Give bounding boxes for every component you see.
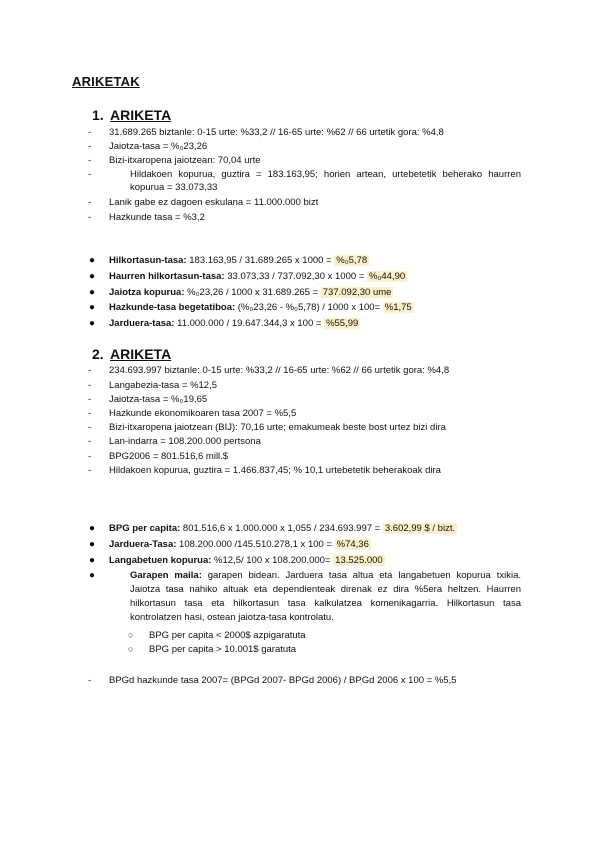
- result-label: BPG per capita:: [109, 523, 181, 534]
- result-formula: (%₀23,26 - %₀5,78) / 1000 x 100=: [235, 302, 383, 313]
- section-1-title: ARIKETA: [110, 107, 172, 123]
- circle-marker: ○: [128, 644, 134, 654]
- section-2-number: 2.: [92, 346, 104, 362]
- result-value: %₀5,78: [336, 255, 368, 266]
- result-label: Jaiotza kopurua:: [109, 287, 185, 298]
- result-value: %₀44,90: [368, 271, 406, 282]
- result-label: Jarduera-tasa:: [109, 318, 175, 329]
- result-formula: 183.163,95 / 31.689.265 x 1000 =: [186, 255, 335, 266]
- list-item-text: Hazkunde tasa = %3,2: [109, 212, 205, 223]
- final-formula: BPGd hazkunde tasa 2007= (BPGd 2007- BPGd 2006) / BPGd 2006 x 100 = %5,5: [109, 675, 457, 686]
- document-title: ARIKETAK: [72, 74, 140, 89]
- result-formula: 801.516,6 x 1.000.000 x 1,055 / 234.693.997 =: [180, 523, 383, 534]
- bullet-marker: ●: [89, 318, 96, 329]
- bullet-marker: ●: [89, 523, 96, 534]
- section-2-heading: [92, 346, 171, 362]
- result-value: %1,75: [384, 302, 412, 313]
- dash-marker: -: [88, 675, 92, 686]
- section-2-title: ARIKETA: [110, 346, 172, 362]
- list-item-text: Jaiotza-tasa = %₀19,65: [109, 394, 208, 405]
- list-item-text: Langabezia-tasa = %12,5: [109, 380, 218, 391]
- bullet-marker: ●: [89, 271, 96, 282]
- list-item-text: Bizi-itxaropena jaiotzean: 70,04 urte: [109, 155, 261, 166]
- result-label: Hilkortasun-tasa:: [109, 255, 187, 266]
- result-formula: %12,5/ 100 x 108.200.000=: [211, 555, 334, 566]
- list-item-text: Lan-indarra = 108.200.000 pertsona: [109, 436, 261, 447]
- dash-marker: -: [88, 380, 92, 391]
- list-item: [88, 168, 521, 194]
- result-label: Hazkunde-tasa begetatiboa:: [109, 302, 236, 313]
- list-item-text: Hazkunde ekonomikoaren tasa 2007 = %5,5: [109, 408, 297, 419]
- list-item-text: 234.693.997 biztanle: 0-15 urte: %33,2 // 16-65 urte: %62 // 66 urtetik gora: %4,8: [109, 365, 450, 376]
- dash-marker: -: [88, 155, 92, 166]
- result-value: %55,99: [326, 318, 359, 329]
- dash-marker: -: [88, 197, 92, 208]
- garapen-text: garapen bidean. Jarduera tasa altua eta langabetuen kopurua txikia. Jaiotza tasa nahiko altuak eta dependienteak direnak ez dira %5era heltzen. Haurren hilkortasun tasa eta hilkortasun tasa kalkulatzea komenikagarria. Hilkortasun tasa kontrolatzen hasi, ostean jaiotza-tasa kontrolatu.: [130, 570, 522, 623]
- bullet-marker: ●: [89, 255, 96, 266]
- section-1-number: 1.: [92, 107, 104, 123]
- bullet-marker: ●: [89, 555, 96, 566]
- result-value: %74,36: [336, 539, 369, 550]
- dash-marker: -: [88, 451, 92, 462]
- result-formula: 108.200.000 /145.510.278,1 x 100 =: [176, 539, 335, 550]
- bullet-marker: ●: [89, 570, 96, 581]
- circle-marker: ○: [128, 630, 134, 640]
- dash-marker: -: [88, 365, 92, 376]
- result-label: Haurren hilkortasun-tasa:: [109, 271, 225, 282]
- dash-marker: -: [88, 127, 92, 138]
- result-value: 3.602,99 $ / bizt.: [384, 523, 456, 534]
- dash-marker: -: [88, 422, 92, 433]
- dash-marker: -: [88, 408, 92, 419]
- dash-marker: -: [88, 212, 92, 223]
- bullet-marker: ●: [89, 539, 96, 550]
- list-item-text: BPG2006 = 801.516,6 mill.$: [109, 451, 229, 462]
- sub-list-item-text: BPG per capita > 10.001$ garatuta: [149, 644, 297, 655]
- result-item: [88, 569, 522, 625]
- result-formula: 11.000.000 / 19.647.344,3 x 100 =: [174, 318, 325, 329]
- result-value: 737.092,30 ume: [322, 287, 392, 298]
- section-1-heading: [92, 107, 171, 123]
- dash-marker: -: [88, 169, 92, 180]
- dash-marker: -: [88, 394, 92, 405]
- result-label: Jarduera-Tasa:: [109, 539, 177, 550]
- result-formula: 33.073,33 / 737.092,30 x 1000 =: [224, 271, 367, 282]
- list-item-text: Lanik gabe ez dagoen eskulana = 11.000.000 bizt: [109, 197, 319, 208]
- result-label: Langabetuen kopurua:: [109, 555, 212, 566]
- list-item-text: Jaiotza-tasa = %₀23,26: [109, 141, 208, 152]
- sub-list-item-text: BPG per capita < 2000$ azpigaratuta: [149, 630, 306, 641]
- dash-marker: -: [88, 141, 92, 152]
- bullet-marker: ●: [89, 287, 96, 298]
- result-label: Garapen maila:: [130, 570, 202, 581]
- list-item-text: Hildakoen kopurua, guztira = 183.163,95; horien artean, urtebetetik beherako haurren kopurua = 33.073,33: [130, 169, 521, 193]
- dash-marker: -: [88, 436, 92, 447]
- result-formula: %₀23,26 / 1000 x 31.689.265 =: [184, 287, 321, 298]
- bullet-marker: ●: [89, 302, 96, 313]
- result-value: 13.525.000: [335, 555, 383, 566]
- list-item-text: Bizi-itxaropena jaiotzean (BIJ): 70,16 urte; emakumeak beste bost urtez bizi dira: [109, 422, 446, 433]
- list-item-text: Hildakoen kopurua, guztira = 1.466.837,45; % 10,1 urtebetetik beherakoak dira: [109, 465, 441, 476]
- list-item-text: 31.689.265 biztanle: 0-15 urte: %33,2 // 16-65 urte: %62 // 66 urtetik gora: %4,8: [109, 127, 444, 138]
- dash-marker: -: [88, 465, 92, 476]
